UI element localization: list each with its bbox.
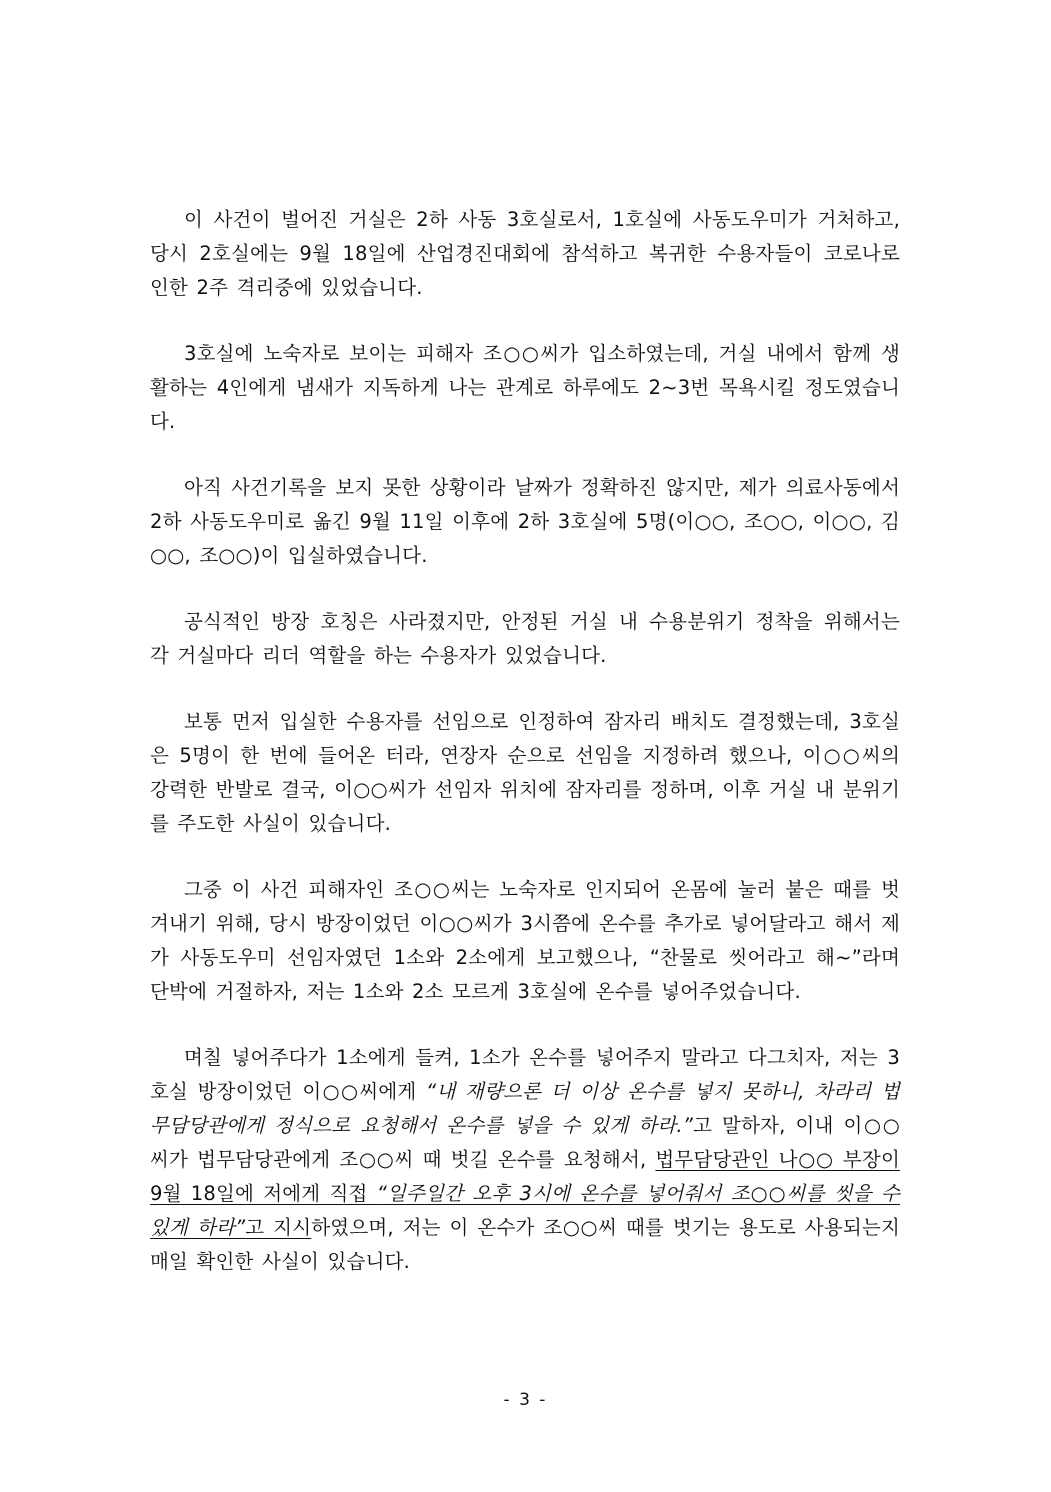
paragraph-2: 3호실에 노숙자로 보이는 피해자 조○○씨가 입소하였는데, 거실 내에서 함께 생활하는 4인에게 냄새가 지독하게 나는 관계로 하루에도 2~3번 목욕시킬 정도였습니다.	[150, 342, 900, 433]
underlined-text-1: 법무담당관인 나○○ 부장이 9월 18일에 저에게 직접	[150, 1148, 900, 1205]
quote-1: “내 재량으론 더 이상 온수를 넣지 못하니, 차라리 법무담당관에게 정식으로 요청해서 온수를 넣을 수 있게 하라.”	[150, 1080, 900, 1137]
page-number: - 3 -	[503, 1390, 548, 1410]
quote-2: “일주일간 오후 3시에 온수를 넣어줘서 조○○씨를 씻을 수 있게 하라”	[150, 1182, 901, 1239]
paragraph-7-text-2: 고 말하자, 이내 이○○씨가 법무담당관에게 조○○씨 때 벗길 온수를 요청해서,	[150, 1114, 900, 1171]
paragraph-7-text-1: 며칠 넣어주다가 1소에게 들켜, 1소가 온수를 넣어주지 말라고 다그치자, 저는 3호실 방장이었던 이○○씨에게	[150, 1046, 900, 1103]
underlined-text-2: 고 지시	[245, 1216, 312, 1239]
paragraph-4: 공식적인 방장 호칭은 사라졌지만, 안정된 거실 내 수용분위기 정착을 위해서는 각 거실마다 리더 역할을 하는 수용자가 있었습니다.	[150, 610, 900, 667]
paragraph-1: 이 사건이 벌어진 거실은 2하 사동 3호실로서, 1호실에 사동도우미가 거처하고, 당시 2호실에는 9월 18일에 산업경진대회에 참석하고 복귀한 수용자들이 코로나로 인한 2주 격리중에 있었습니다.	[150, 208, 900, 299]
paragraph-7-text-3: 하였으며, 저는 이 온수가 조○○씨 때를 벗기는 용도로 사용되는지 매일 확인한 사실이 있습니다.	[150, 1216, 900, 1273]
body-text	[150, 203, 900, 1311]
paragraph-7	[150, 1041, 900, 1279]
paragraph-3: 아직 사건기록을 보지 못한 상황이라 날짜가 정확하진 않지만, 제가 의료사동에서 2하 사동도우미로 옮긴 9월 11일 이후에 2하 3호실에 5명(이○○, 조○○, 이○○, 김○○, 조○○)이 입실하였습니다.	[150, 476, 900, 567]
paragraph-5: 보통 먼저 입실한 수용자를 선임으로 인정하여 잠자리 배치도 결정했는데, 3호실은 5명이 한 번에 들어온 터라, 연장자 순으로 선임을 지정하려 했으나, 이○○씨의 강력한 반발로 결국, 이○○씨가 선임자 위치에 잠자리를 정하며, 이후 거실 내 분위기를 주도한 사실이 있습니다.	[150, 710, 900, 835]
paragraph-6: 그중 이 사건 피해자인 조○○씨는 노숙자로 인지되어 온몸에 눌러 붙은 때를 벗겨내기 위해, 당시 방장이었던 이○○씨가 3시쯤에 온수를 추가로 넣어달라고 해서 제가 사동도우미 선임자였던 1소와 2소에게 보고했으나, “찬물로 씻어라고 해~”라며 단박에 거절하자, 저는 1소와 2소 모르게 3호실에 온수를 넣어주었습니다.	[150, 878, 900, 1003]
